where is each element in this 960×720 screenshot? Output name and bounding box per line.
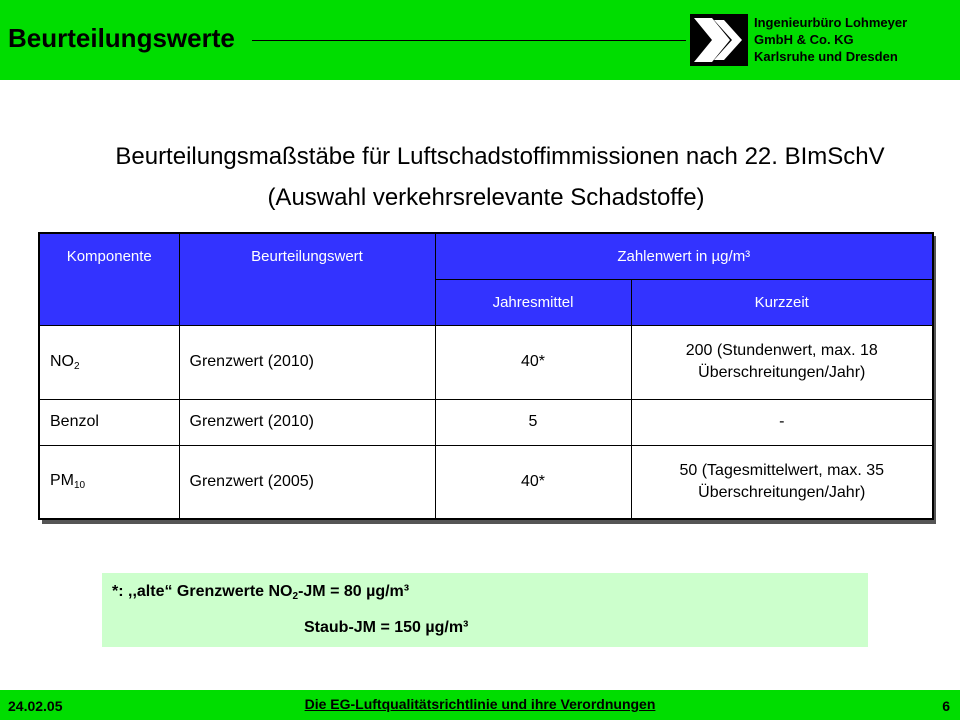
footer-date: 24.02.05 [8,698,63,714]
table-row [39,399,933,445]
table-row [39,325,933,399]
subtitle-line-2: (Auswahl verkehrsrelevante Schadstoffe) [267,184,705,211]
table-row [39,445,933,519]
company-line-2: GmbH & Co. KG [754,32,854,47]
header-kurzzeit: Kurzzeit [631,279,933,325]
slide-header [0,0,960,80]
cell-jahresmittel: 40* [435,445,631,519]
header-beurteilungswert: Beurteilungswert [179,233,435,325]
double-arrow-logo-icon [690,14,748,66]
cell-komponente: $PM_{10}$ [39,445,179,519]
company-name [754,14,907,65]
limit-values-table [38,232,932,520]
cell-jahresmittel: 5 [435,399,631,445]
header-zahlenwert: Zahlenwert in µg/m³ [435,233,933,279]
cell-beurteilungswert: Grenzwert (2005) [179,445,435,519]
slide-footer [0,690,960,720]
footnote-line-2: Staub-JM = 150 µg/m³ [304,619,469,636]
slide-title: Beurteilungswerte [8,23,235,53]
cell-beurteilungswert: Grenzwert (2010) [179,399,435,445]
page-number: 6 [942,698,950,714]
header-komponente: Komponente [39,233,179,325]
title-rule [252,40,686,41]
cell-komponente: $NO_2$ [39,325,179,399]
cell-komponente: Benzol [39,399,179,445]
footnote-box [102,573,868,647]
footnote-line-1: *: ,,alte“ Grenzwerte $NO_2-JM = 80$ µg/m³ [112,583,410,602]
cell-kurzzeit: 200 (Stundenwert, max. 18 Überschreitungen/Jahr) [631,325,933,399]
cell-kurzzeit: 50 (Tagesmittelwert, max. 35 Überschreitungen/Jahr) [631,445,933,519]
subtitle-line-1: Beurteilungsmaßstäbe für Luftschadstoffimmissionen nach 22. BImSchV [115,143,885,170]
cell-kurzzeit: - [631,399,933,445]
cell-jahresmittel: 40* [435,325,631,399]
footer-title: Die EG-Luftqualitätsrichtlinie und ihre Verordnungen [304,696,656,712]
header-jahresmittel: Jahresmittel [435,279,631,325]
company-line-3: Karlsruhe und Dresden [754,49,898,64]
company-line-1: Ingenieurbüro Lohmeyer [754,15,908,30]
cell-beurteilungswert: Grenzwert (2010) [179,325,435,399]
